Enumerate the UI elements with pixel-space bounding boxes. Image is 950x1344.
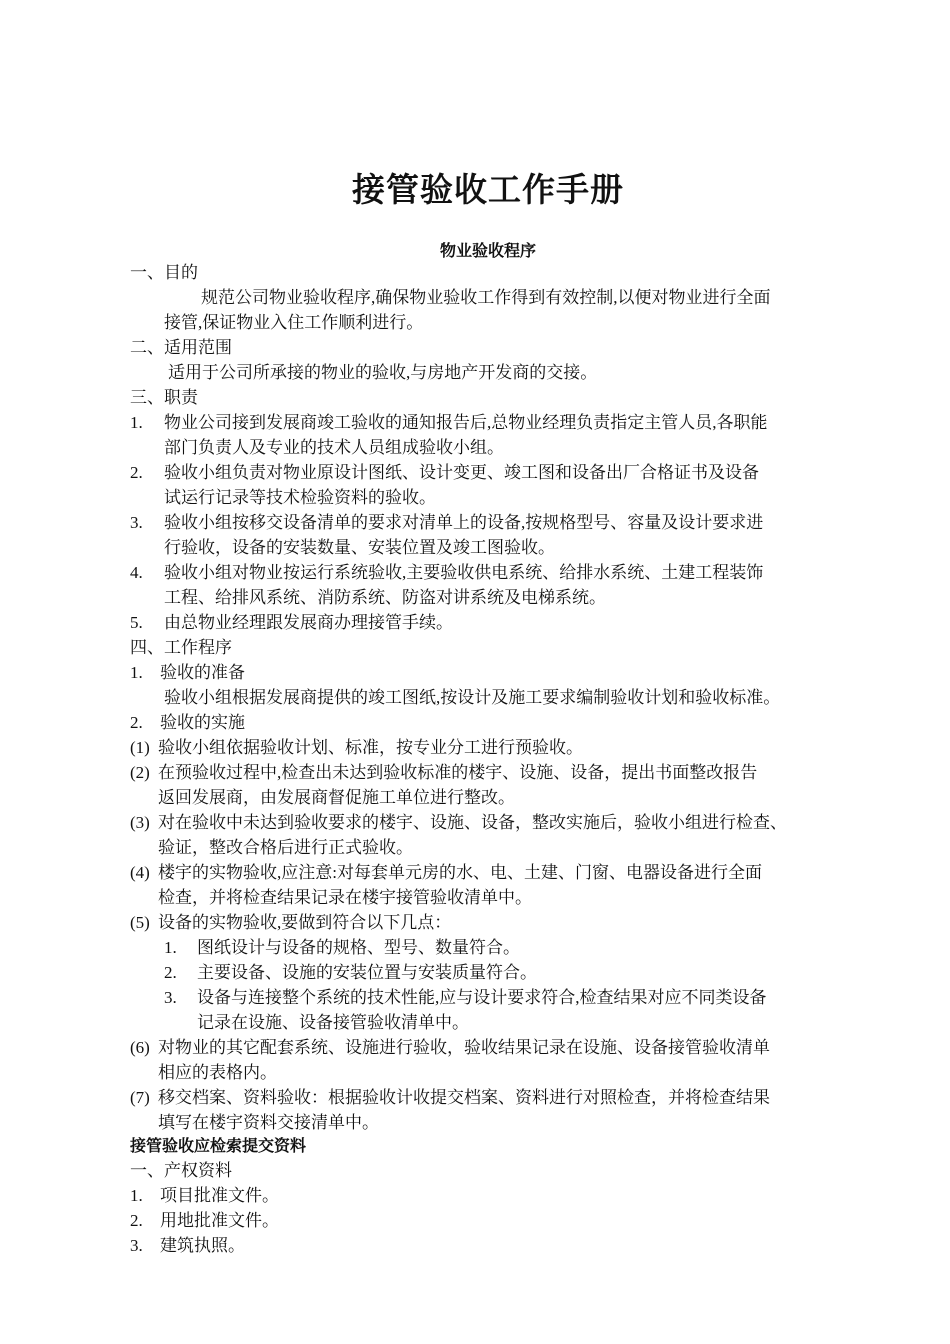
list-number: (7): [130, 1088, 150, 1107]
list-item-line: 移交档案、资料验收：根据验收计收提交档案、资料进行对照检查，并将检查结果: [158, 1088, 770, 1107]
list-number: (5): [130, 913, 150, 932]
paragraph-line: 验收小组根据发展商提供的竣工图纸,按设计及施工要求编制验收计划和验收标准。: [164, 688, 781, 707]
list-item-line: 设备与连接整个系统的技术性能,应与设计要求符合,检查结果对应不同类设备: [197, 988, 767, 1007]
list-number: 2.: [130, 463, 143, 482]
section-heading: 三、职责: [130, 388, 198, 407]
list-item-line: 在预验收过程中,检查出未达到验收标准的楼宇、设施、设备，提出书面整改报告: [158, 763, 758, 782]
list-item-line: 用地批准文件。: [160, 1211, 279, 1230]
list-number: 1.: [130, 1186, 143, 1205]
list-item-line: 验收小组负责对物业原设计图纸、设计变更、竣工图和设备出厂合格证书及设备: [164, 463, 759, 482]
list-number: 1.: [130, 663, 143, 682]
list-number: 5.: [130, 613, 143, 632]
list-number: (6): [130, 1038, 150, 1057]
list-number: 2.: [130, 1211, 143, 1230]
list-item-line: 验收小组依据验收计划、标准，按专业分工进行预验收。: [158, 738, 583, 757]
paragraph-line: 适用于公司所承接的物业的验收,与房地产开发商的交接。: [168, 363, 598, 382]
list-item-line: 楼宇的实物验收,应注意:对每套单元房的水、电、土建、门窗、电器设备进行全面: [158, 863, 762, 882]
list-number: (4): [130, 863, 150, 882]
list-item-line: 返回发展商，由发展商督促施工单位进行整改。: [158, 788, 515, 807]
list-item-line: 部门负责人及专业的技术人员组成验收小组。: [164, 438, 504, 457]
list-item-line: 主要设备、设施的安装位置与安装质量符合。: [197, 963, 537, 982]
list-item-line: 由总物业经理跟发展商办理接管手续。: [164, 613, 453, 632]
list-item-line: 记录在设施、设备接管验收清单中。: [197, 1013, 469, 1032]
section-heading: 二、适用范围: [130, 338, 232, 357]
list-number: 3.: [164, 988, 177, 1007]
list-number: 3.: [130, 513, 143, 532]
list-item-line: 工程、给排风系统、消防系统、防盗对讲系统及电梯系统。: [164, 588, 606, 607]
list-item-line: 验收小组对物业按运行系统验收,主要验收供电系统、给排水系统、土建工程装饰: [164, 563, 764, 582]
list-item-line: 验收小组按移交设备清单的要求对清单上的设备,按规格型号、容量及设计要求进: [164, 513, 764, 532]
list-item-line: 图纸设计与设备的规格、型号、数量符合。: [197, 938, 520, 957]
list-item-line: 行验收，设备的安装数量、安装位置及竣工图验收。: [164, 538, 555, 557]
section-heading: 四、工作程序: [130, 638, 232, 657]
list-number: 1.: [164, 938, 177, 957]
subsection-label: 验收的实施: [160, 713, 245, 732]
document-title: 接管验收工作手册: [352, 170, 624, 209]
list-item-line: 对在验收中未达到验收要求的楼宇、设施、设备，整改实施后，验收小组进行检查、: [158, 813, 787, 832]
list-number: 4.: [130, 563, 143, 582]
paragraph-line: 规范公司物业验收程序,确保物业验收工作得到有效控制,以便对物业进行全面: [201, 288, 771, 307]
list-item-line: 对物业的其它配套系统、设施进行验收，验收结果记录在设施、设备接管验收清单: [158, 1038, 770, 1057]
list-number: 2.: [164, 963, 177, 982]
list-item-line: 设备的实物验收,要做到符合以下几点：: [158, 913, 452, 932]
list-number: 3.: [130, 1236, 143, 1255]
section-heading: 一、产权资料: [130, 1161, 232, 1180]
list-item-line: 物业公司接到发展商竣工验收的通知报告后,总物业经理负责指定主管人员,各职能: [164, 413, 768, 432]
list-number: 2.: [130, 713, 143, 732]
list-item-line: 建筑执照。: [160, 1236, 245, 1255]
paragraph-line: 接管,保证物业入住工作顺利进行。: [164, 313, 424, 332]
list-number: (1): [130, 738, 150, 757]
list-item-line: 试运行记录等技术检验资料的验收。: [164, 488, 436, 507]
list-number: (2): [130, 763, 150, 782]
list-number: (3): [130, 813, 150, 832]
section-heading: 一、目的: [130, 263, 198, 282]
list-item-line: 填写在楼宇资料交接清单中。: [158, 1113, 379, 1132]
list-item-line: 检查，并将检查结果记录在楼宇接管验收清单中。: [158, 888, 532, 907]
list-number: 1.: [130, 413, 143, 432]
list-item-line: 项目批准文件。: [160, 1186, 279, 1205]
subsection-label: 验收的准备: [160, 663, 245, 682]
section-title: 接管验收应检索提交资料: [130, 1136, 307, 1155]
list-item-line: 相应的表格内。: [158, 1063, 277, 1082]
section-title: 物业验收程序: [439, 241, 536, 260]
list-item-line: 验证，整改合格后进行正式验收。: [158, 838, 413, 857]
